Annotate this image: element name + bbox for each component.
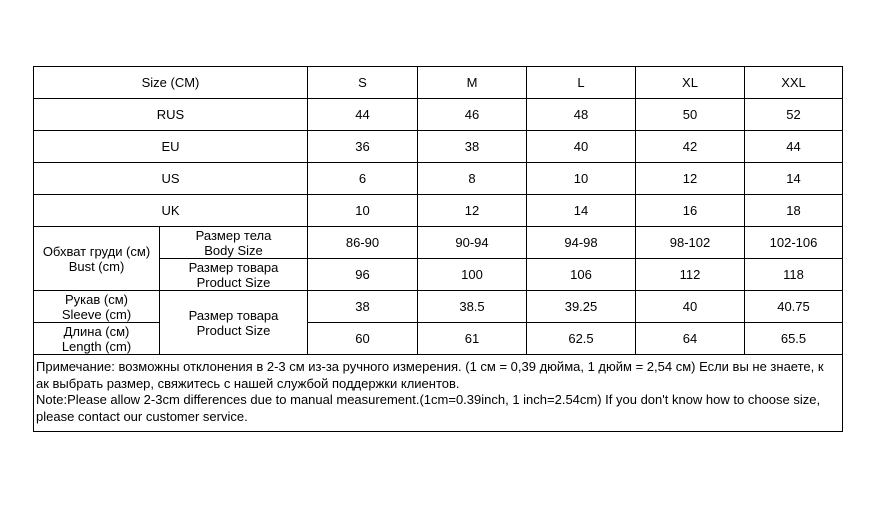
length-label-ru: Длина (см) — [63, 323, 130, 339]
table-cell: 94-98 — [527, 227, 636, 259]
table-cell: 46 — [418, 99, 527, 131]
table-cell: 14 — [745, 163, 843, 195]
note-row — [34, 355, 843, 432]
table-cell: 38 — [308, 291, 418, 323]
table-cell: 48 — [527, 99, 636, 131]
size-header-s: S — [308, 67, 418, 99]
table-cell: 65.5 — [745, 323, 843, 355]
table-row-sleeve — [34, 291, 843, 323]
table-row-bust-body — [34, 227, 843, 259]
table-cell: 61 — [418, 323, 527, 355]
table-cell: 14 — [527, 195, 636, 227]
length-label-en: Length (cm) — [61, 338, 132, 354]
table-cell: 64 — [636, 323, 745, 355]
table-cell: 18 — [745, 195, 843, 227]
table-cell: 6 — [308, 163, 418, 195]
table-cell: 36 — [308, 131, 418, 163]
note-en-line-1: Note:Please allow 2-3cm differences due to manual measurement.(1cm=0.39inch, 1 inch=2.54cm) If you don't know how to choose size, — [36, 392, 821, 407]
table-cell: 52 — [745, 99, 843, 131]
table-cell: 42 — [636, 131, 745, 163]
size-header-xl: XL — [636, 67, 745, 99]
table-cell: 96 — [308, 259, 418, 291]
table-cell: 38.5 — [418, 291, 527, 323]
note-ru-line-2: ак выбрать размер, свяжитесь с нашей службой поддержки клиентов. — [36, 375, 460, 391]
table-cell: 62.5 — [527, 323, 636, 355]
header-row — [34, 67, 843, 99]
table-cell: 100 — [418, 259, 527, 291]
table-cell: 12 — [418, 195, 527, 227]
sleeve-label — [34, 291, 160, 323]
table-cell: 60 — [308, 323, 418, 355]
table-cell: 8 — [418, 163, 527, 195]
table-cell: 40 — [527, 131, 636, 163]
table-row-eu — [34, 131, 843, 163]
body-size-label-en: Body Size — [204, 242, 263, 258]
table-cell: 39.25 — [527, 291, 636, 323]
table-cell: 86-90 — [308, 227, 418, 259]
table-row-length — [34, 323, 843, 355]
note-en-line-2: please contact our customer service. — [36, 408, 248, 424]
table-row-uk — [34, 195, 843, 227]
row-label: EU — [34, 131, 308, 163]
table-cell: 112 — [636, 259, 745, 291]
bust-product-size-label-en: Product Size — [196, 274, 271, 290]
table-cell: 118 — [745, 259, 843, 291]
product-size-label — [160, 291, 308, 355]
bust-product-size-label — [160, 259, 308, 291]
note-ru-line-1: Примечание: возможны отклонения в 2-3 см из-за ручного измерения. (1 см = 0,39 дюйма, 1 дюйм = 2,54 см) Если вы не знаете, к — [36, 359, 824, 374]
sleeve-label-ru: Рукав (см) — [65, 291, 128, 307]
table-cell: 106 — [527, 259, 636, 291]
bust-label-en: Bust (cm) — [68, 258, 125, 274]
row-label: RUS — [34, 99, 308, 131]
body-size-label — [160, 227, 308, 259]
table-cell: 98-102 — [636, 227, 745, 259]
table-cell: 50 — [636, 99, 745, 131]
bust-label — [34, 227, 160, 291]
row-label: US — [34, 163, 308, 195]
size-header-label: Size (CM) — [34, 67, 308, 99]
table-cell: 40 — [636, 291, 745, 323]
table-cell: 44 — [308, 99, 418, 131]
sleeve-label-en: Sleeve (cm) — [61, 306, 132, 322]
table-cell: 10 — [527, 163, 636, 195]
table-cell: 44 — [745, 131, 843, 163]
size-header-l: L — [527, 67, 636, 99]
table-row-rus — [34, 99, 843, 131]
size-header-m: M — [418, 67, 527, 99]
size-chart-table — [33, 66, 843, 432]
bust-product-size-label-ru: Размер товара — [188, 259, 279, 275]
row-label: UK — [34, 195, 308, 227]
note-cell — [34, 355, 843, 432]
table-cell: 16 — [636, 195, 745, 227]
table-cell: 10 — [308, 195, 418, 227]
table-row-us — [34, 163, 843, 195]
size-header-xxl: XXL — [745, 67, 843, 99]
length-label — [34, 323, 160, 355]
table-cell: 12 — [636, 163, 745, 195]
table-cell: 102-106 — [745, 227, 843, 259]
bust-label-ru: Обхват груди (см) — [42, 243, 151, 259]
table-cell: 90-94 — [418, 227, 527, 259]
table-cell: 40.75 — [745, 291, 843, 323]
body-size-label-ru: Размер тела — [195, 227, 272, 243]
product-size-label-ru: Размер товара — [188, 307, 279, 323]
table-cell: 38 — [418, 131, 527, 163]
product-size-label-en: Product Size — [196, 322, 271, 338]
